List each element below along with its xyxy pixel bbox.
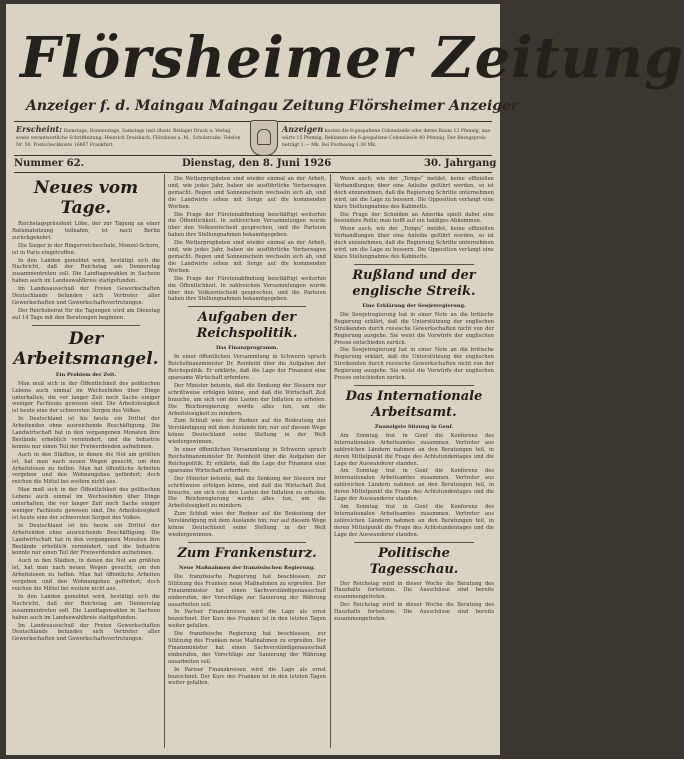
subheadline: Eine Erklärung der Sowjetregierung. bbox=[362, 302, 466, 309]
article-paragraph: Die französische Regierung hat beschlossen, zur Stützung des Franken neue Maßnahmen zu ergreifen. Der Finanzminister hat einen Sachverständigenausschuß einberufen, der Vorschläge zur Sanierung der Währung ausarbeiten soll. bbox=[168, 573, 326, 608]
article-paragraph: Die Frage der Schulden an Amerika spielt dabei eine besondere Rolle; man hofft auf ein baldiges Abkommen. bbox=[334, 211, 494, 225]
article-paragraph: Die französische Regierung hat beschlossen, zur Stützung des Franken neue Maßnahmen zu ergreifen. Der Finanzminister hat einen Sachverständigenausschuß einberufen, der Vorschläge zur Sanierung der Währung ausarbeiten soll. bbox=[168, 631, 326, 665]
column-divider bbox=[164, 174, 165, 748]
issue-number: Nummer 62. bbox=[14, 158, 85, 169]
article-paragraph: Die Sowjetregierung hat in einer Note an die britische Regierung erklärt, daß die Unterstützung der englischen Streikenden durch russische Gewerkschaften nicht von der Regierung ausgehe. Sie weist die Vorwürfe der englischen Presse entschieden zurück. bbox=[334, 311, 494, 346]
subheadline: Ein Problem der Zeit. bbox=[55, 371, 117, 378]
headline-franc-crash: Zum Frankensturz. bbox=[177, 545, 317, 561]
article-separator bbox=[188, 306, 306, 307]
headline-news-of-day: Neues vom Tage. bbox=[33, 178, 139, 218]
column-right bbox=[334, 176, 494, 748]
article-paragraph: Man muß sich in der Öffentlichkeit des politischen Lebens auch einmal im Wechselnden über Dinge unterhalten, die vor langer Zeit noch Sache einiger weniger Fachleute gewesen sind. Die Arbeitslosigkeit ist heute eine der schwersten Sorgen des Volkes. bbox=[12, 487, 160, 521]
article-paragraph: Am Sonntag trat in Genf die Konferenz des Internationalen Arbeitsamtes zusammen. Vertreter aus zahlreichen Ländern nahmen an den Beratungen teil, in deren Mittelpunkt die Frage des Achtstundentages und die Lage der Auswanderer standen. bbox=[334, 432, 494, 467]
article-paragraph: In Pariser Finanzkreisen wird die Lage als ernst bezeichnet. Der Kurs des Franken ist in den letzten Tagen weiter gefallen. bbox=[168, 609, 326, 630]
article-paragraph: Im Landesausschuß der Freien Gewerkschaften Deutschlands befanden sich Vertreter aller Gewerkschaften und Gewerkschaftsvertretungen. bbox=[12, 286, 160, 306]
article-paragraph: Zum Schluß wies der Redner auf die Bedeutung der Verständigung mit dem Auslande hin; nur auf diesem Wege könne Deutschland seine Stellung in der Welt wiedergewinnen. bbox=[168, 511, 326, 538]
advertising-info-text: kosten die 6-gespaltene Colonelzeile oder deren Raum 12 Pfennig, aus-wärts 15 Pfennig. Reklamen die 6-gespaltene Colonelzeile 40 Pfennig. Der Bezugspreis beträgt 1.— Mk. Bei Postbezug 1.30 Mk. bbox=[282, 129, 492, 148]
article-paragraph: Am Sonntag trat in Genf die Konferenz des Internationalen Arbeitsamtes zusammen. Vertreter aus zahlreichen Ländern nahmen an den Beratungen teil, in deren Mittelpunkt die Frage des Achtstundentages und die Lage der Auswanderer standen. bbox=[334, 504, 494, 538]
column-divider bbox=[330, 174, 331, 748]
article-paragraph: Man muß sich in der Öffentlichkeit des politischen Lebens auch einmal im Wechselnden über Dinge unterhalten, die vor langer Zeit noch Sache einiger weniger Fachleute gewesen sind. Die Arbeitslosigkeit ist heute eine der schwersten Sorgen des Volkes. bbox=[12, 380, 160, 415]
article-paragraph: Die Frage der Fürstenabfindung beschäftigt weiterhin die Öffentlichkeit. In zahlreichen Versammlungen wurde über den Volksentscheid gesprochen, und die Parteien haben ihre Stellungnahmen bekanntgegeben. bbox=[168, 275, 326, 303]
article-paragraph: Wenn auch, wie der „Temps“ meldet, keine offiziellen Verhandlungen über eine Anleihe geführt werden, so ist doch anzunehmen, daß die Regierung Schritte unternehmen wird, um die Lage zu bessern. Die Opposition verlangt eine klare Stellungnahme des Kabinetts. bbox=[334, 176, 494, 210]
dateline-bottom-rule bbox=[14, 172, 492, 173]
coat-of-arms-emblem bbox=[250, 120, 278, 156]
article-paragraph: Reichstagspräsident Löbe, der zur Tagung an einer Rationalsitzung teilnahm, ist nach Berlin zurückgekehrt. bbox=[12, 221, 160, 241]
headline-labor-shortage: Der Arbeitsmangel. bbox=[13, 328, 159, 369]
advertising-info bbox=[282, 126, 492, 154]
article-paragraph: Der Minister betonte, daß die Senkung der Steuern nur schrittweise erfolgen könne, und daß die Wirtschaft Zeit brauche, um sich von den Lasten der Inflation zu erholen. Die Reichsregierung werde alles tun, um die Arbeitslosigkeit zu mindern. bbox=[168, 475, 326, 510]
headline-russia-strike: Rußland und der englische Streik. bbox=[352, 267, 476, 299]
article-paragraph: In einer öffentlichen Versammlung in Schwerin sprach Reichsfinanzminister Dr. Reinhold über die Aufgaben der Reichspolitik. Er erklärte, daß die Lage der Finanzen eine sparsame Wirtschaft erfordere. bbox=[168, 447, 326, 474]
article-separator bbox=[354, 264, 474, 265]
article-paragraph: Der Reichstag wird in dieser Woche die Beratung des Haushalts fortsetzen. Die Ausschüsse sind bereits zusammengetreten. bbox=[334, 602, 494, 623]
masthead-subtitle: Anzeiger f. d. Maingau Maingau Zeitung Flörsheimer Anzeiger bbox=[26, 98, 519, 114]
dateline-top-rule bbox=[14, 155, 492, 156]
issue-date: Dienstag, den 8. Juni 1926 bbox=[182, 158, 332, 169]
headline-reich-policy: Aufgaben der Reichspolitik. bbox=[196, 310, 298, 342]
article-paragraph: Zum Schluß wies der Redner auf die Bedeutung der Verständigung mit dem Auslande hin; nur auf diesem Wege könne Deutschland seine Stellung in der Welt wiedergewinnen. bbox=[168, 418, 326, 446]
article-paragraph: Auch in den Städten, in denen die Not am größten ist, hat man nach neuen Wegen gesucht, um den Arbeitslosen zu helfen. Man hat öffentliche Arbeiten vergeben und den Wohnungsbau gefördert; doch reichen die Mittel bei weitem nicht aus. bbox=[12, 558, 160, 592]
article-paragraph: Die Sowjetregierung hat in einer Note an die britische Regierung erklärt, daß die Unterstützung der englischen Streikenden durch russische Gewerkschaften nicht von der Regierung ausgehe. Sie weist die Vorwürfe der englischen Presse entschieden zurück. bbox=[334, 347, 494, 382]
article-paragraph: Im Landesausschuß der Freien Gewerkschaften Deutschlands befanden sich Vertreter aller Gewerkschaften und Gewerkschaftsvertretungen. bbox=[12, 622, 160, 643]
column-left bbox=[12, 176, 160, 748]
subheadline: Das Finanzprogramm. bbox=[215, 345, 279, 352]
article-paragraph: Der Reichstag wird in dieser Woche die Beratung des Haushalts fortsetzen. Die Ausschüsse sind bereits zusammengetreten. bbox=[334, 580, 494, 601]
advertising-info-head: Anzeigen bbox=[282, 124, 324, 134]
headline-political-review: Politische Tagesschau. bbox=[369, 545, 459, 577]
publication-info-text: Dienstags, Donnerstags, Samstags (mit illustr. Beilage) Druck u. Verlag sowie verantwortliche Schriftleitung: Heinrich Dreisbach, Flörsheim a. M., Schulstraße. Telefon Nr. 59. Postscheckkonto 16867 Frankfurt. bbox=[16, 129, 241, 148]
article-paragraph: Der Minister betonte, daß die Senkung der Steuern nur schrittweise erfolgen könne, und daß die Wirtschaft Zeit brauche, um sich von den Lasten der Inflation zu erholen. Die Reichsregierung werde alles tun, um die Arbeitslosigkeit zu mindern. bbox=[168, 382, 326, 417]
article-separator bbox=[354, 385, 474, 386]
column-middle bbox=[168, 176, 326, 748]
article-paragraph: Die Wetterpropheten sind wieder einmal an der Arbeit, und, wie jedes Jahr, haben sie ausführliche Vorhersagen gemacht. Regen und Sonnenschein wechseln sich ab, und die Landwirte sehen mit Sorge auf die kommenden Wochen. bbox=[168, 240, 326, 274]
article-paragraph: Die Wetterpropheten sind wieder einmal an der Arbeit, und, wie jedes Jahr, haben sie ausführliche Vorhersagen gemacht. Regen und Sonnenschein wechseln sich ab, und die Landwirte sehen mit Sorge auf die kommenden Wochen. bbox=[168, 176, 326, 210]
masthead-title: Flörsheimer Zeitung bbox=[20, 25, 684, 91]
article-paragraph: Der Reichsbeirat für die Tagungen wird am Dienstag auf 14 Tage mit den Beratungen beginnen. bbox=[12, 307, 160, 321]
article-paragraph: Auch in den Städten, in denen die Not am größten ist, hat man nach neuen Wegen gesucht, um den Arbeitslosen zu helfen. Man hat öffentliche Arbeiten vergeben und den Wohnungsbau gefördert; doch reichen die Mittel bei weitem nicht aus. bbox=[12, 451, 160, 486]
subheadline: Neue Maßnahmen der französischen Regierung. bbox=[179, 564, 315, 571]
article-paragraph: In Pariser Finanzkreisen wird die Lage als ernst bezeichnet. Der Kurs des Franken ist in den letzten Tagen weiter gefallen. bbox=[168, 666, 326, 687]
article-paragraph: In Deutschland ist bis heute ein Drittel der Arbeitenden ohne ausreichende Beschäftigung. Die Landwirtschaft hat in den vergangenen Monaten ihre Bestände erheblich vermindert, und die Industrie konnte nur einen Teil der Freiwerdenden aufnehmen. bbox=[12, 416, 160, 450]
newspaper-page bbox=[6, 4, 684, 755]
article-paragraph: Die Sieger in der Ringerreichsschule, Menzel-Schorn, ist in Paris eingetroffen. bbox=[12, 242, 161, 256]
article-separator bbox=[354, 542, 474, 543]
article-paragraph: In einer öffentlichen Versammlung in Schwerin sprach Reichsfinanzminister Dr. Reinhold über die Aufgaben der Reichspolitik. Er erklärte, daß die Lage der Finanzen eine sparsame Wirtschaft erfordere. bbox=[168, 354, 326, 382]
subheadline: Zwanzigste Sitzung in Genf. bbox=[374, 423, 454, 430]
article-paragraph: Wenn auch, wie der „Temps“ meldet, keine offiziellen Verhandlungen über eine Anleihe geführt werden, so ist doch anzunehmen, daß die Regierung Schritte unternehmen wird, um die Lage zu bessern. Die Opposition verlangt eine klare Stellungnahme des Kabinetts. bbox=[334, 226, 494, 260]
article-paragraph: In den Landen gemeldet wird, bestätigt sich die Nachricht, daß der Reichstag am Donnerstag zusammentreten soll. Die Landtagswahlen in Sachsen haben auch im Landeswahlkreis stattgefunden. bbox=[12, 257, 160, 285]
article-separator bbox=[32, 325, 140, 326]
article-paragraph: Die Frage der Fürstenabfindung beschäftigt weiterhin die Öffentlichkeit. In zahlreichen Versammlungen wurde über den Volksentscheid gesprochen, und die Parteien haben ihre Stellungnahmen bekanntgegeben. bbox=[168, 211, 326, 239]
publication-info-head: Erscheint: bbox=[16, 124, 63, 134]
publication-info bbox=[16, 126, 244, 154]
article-paragraph: In den Landen gemeldet wird, bestätigt sich die Nachricht, daß der Reichstag am Donnerstag zusammentreten soll. Die Landtagswahlen in Sachsen haben auch im Landeswahlkreis stattgefunden. bbox=[12, 593, 160, 621]
volume-year: 30. Jahrgang bbox=[424, 158, 497, 169]
article-paragraph: In Deutschland ist bis heute ein Drittel der Arbeitenden ohne ausreichende Beschäftigung. Die Landwirtschaft hat in den vergangenen Monaten ihre Bestände erheblich vermindert, und die Industrie konnte nur einen Teil der Freiwerdenden aufnehmen. bbox=[12, 522, 160, 557]
headline-labor-office: Das Internationale Arbeitsamt. bbox=[345, 388, 483, 420]
article-separator bbox=[188, 542, 306, 543]
article-paragraph: Am Sonntag trat in Genf die Konferenz des Internationalen Arbeitsamtes zusammen. Vertreter aus zahlreichen Ländern nahmen an den Beratungen teil, in deren Mittelpunkt die Frage des Achtstundentages und die Lage der Auswanderer standen. bbox=[334, 468, 494, 503]
